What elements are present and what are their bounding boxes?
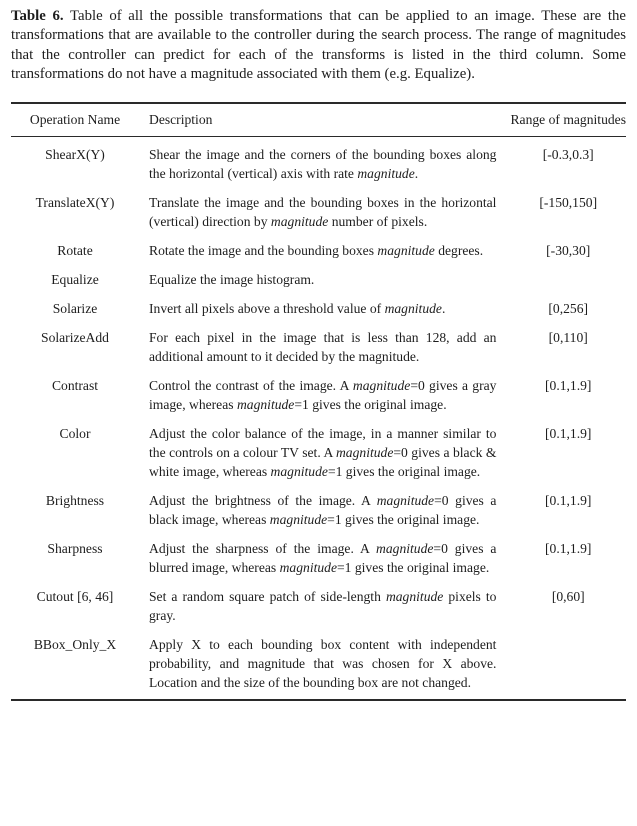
operation-name-cell: ShearX(Y): [45, 146, 105, 162]
operation-name-cell: TranslateX(Y): [35, 194, 115, 210]
description-cell: Invert all pixels above a threshold value of magnitude.: [149, 300, 446, 316]
range-cell: [-0.3,0.3]: [542, 146, 594, 162]
range-cell: [0.1,1.9]: [545, 492, 592, 508]
range-cell: [510, 626, 626, 700]
description-cell: Equalize the image histogram.: [149, 271, 315, 287]
table-caption-label: Table 6.: [11, 8, 64, 24]
table-row: [11, 367, 626, 415]
range-cell: [0.1,1.9]: [545, 540, 592, 556]
description-cell: Adjust the sharpness of the image. A magnitude=0 gives a blurred image, whereas magnitude=1 gives the original image.: [149, 540, 497, 575]
range-cell: [0,110]: [548, 329, 588, 345]
operation-name-cell: Equalize: [51, 271, 99, 287]
table-header-row: [11, 103, 626, 137]
description-cell: Adjust the brightness of the image. A magnitude=0 gives a black image, whereas magnitude=1 gives the original image.: [149, 492, 497, 527]
description-cell: Apply X to each bounding box content with independent probability, and magnitude that was chosen for X above. Location and the size of the bounding box are not changed.: [149, 636, 497, 690]
table-body: [11, 136, 626, 700]
table-row: [11, 482, 626, 530]
operation-name-cell: Rotate: [57, 242, 93, 258]
operation-name-cell: Sharpness: [47, 540, 103, 556]
header-operation-name: Operation Name: [29, 111, 121, 127]
table-row: [11, 415, 626, 482]
header-description: Description: [149, 111, 213, 127]
operation-name-cell: Color: [59, 425, 91, 441]
range-cell: [0.1,1.9]: [545, 425, 592, 441]
description-cell: Rotate the image and the bounding boxes magnitude degrees.: [149, 242, 484, 258]
header-range-of-magnitudes: Range of magnitudes: [510, 111, 626, 127]
table-row: [11, 290, 626, 319]
range-cell: [-150,150]: [539, 194, 598, 210]
table-caption-text: Table of all the possible transformations that can be applied to an image. These are the transformations that are available to the controller during the search process. The range of magnitudes that the controller can predict for each of the transforms is listed in the third column. Some transformations do not have a magnitude associated with them (e.g. Equalize).: [11, 8, 626, 83]
table-caption: [11, 7, 626, 85]
table-row: [11, 136, 626, 184]
range-cell: [0,256]: [548, 300, 589, 316]
description-cell: Adjust the color balance of the image, in a manner similar to the controls on a colour TV set. A magnitude=0 gives a black & white image, whereas magnitude=1 gives the original image.: [149, 425, 497, 479]
operation-name-cell: Brightness: [45, 492, 105, 508]
operation-name-cell: SolarizeAdd: [41, 329, 109, 345]
table-row: [11, 184, 626, 232]
table-row: [11, 232, 626, 261]
table-header: [11, 103, 626, 137]
description-cell: Shear the image and the corners of the bounding boxes along the horizontal (vertical) axis with rate magnitude.: [149, 146, 497, 181]
description-cell: Set a random square patch of side-length magnitude pixels to gray.: [149, 588, 497, 623]
table-row: [11, 319, 626, 367]
description-cell: Control the contrast of the image. A magnitude=0 gives a gray image, whereas magnitude=1 gives the original image.: [149, 377, 497, 412]
table-row: [11, 261, 626, 290]
operation-name-cell: BBox_Only_X: [33, 636, 117, 652]
table-row: [11, 626, 626, 700]
description-cell: For each pixel in the image that is less than 128, add an additional amount to it decided by the magnitude.: [149, 329, 497, 364]
range-cell: [0.1,1.9]: [545, 377, 592, 393]
operation-name-cell: Solarize: [52, 300, 98, 316]
operation-name-cell: Contrast: [51, 377, 99, 393]
table-row: [11, 578, 626, 626]
range-cell: [-30,30]: [546, 242, 591, 258]
transformations-table: [11, 102, 626, 701]
description-cell: Translate the image and the bounding boxes in the horizontal (vertical) direction by magnitude number of pixels.: [149, 194, 497, 229]
range-cell: [510, 261, 626, 290]
operation-name-cell: Cutout [6, 46]: [36, 588, 114, 604]
table-row: [11, 530, 626, 578]
range-cell: [0,60]: [551, 588, 585, 604]
